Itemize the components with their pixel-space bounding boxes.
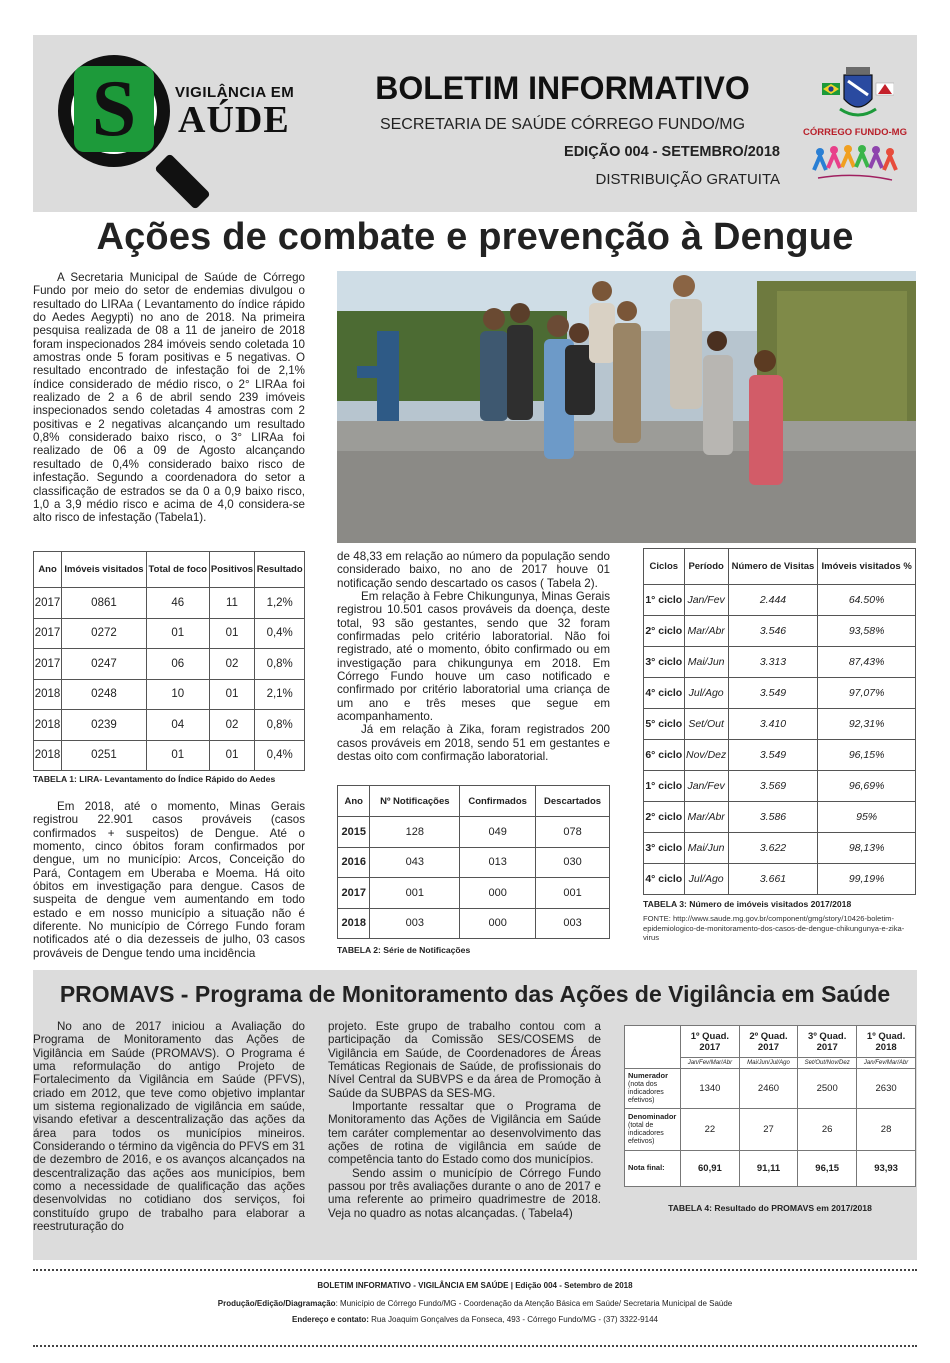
article-paragraph: No ano de 2017 iniciou a Avaliação do Programa de Monitoramento das Ações de Vigilância em Saúde (PROMAVS). O Programa é uma reformulação do antigo Projeto de Fortalecimento da Vigilância em Saúde (PFVS), criado em 2012, que teve como objetivo implantar um sistema regionalizado de vigilância em saúde, visando efetivar a descentralização das ações da área para todos os municípios mineiros. Considerando o término da vigência do PFVS em 31 de dezembro de 2016, e os avanços alcançados na descentralização das ações aos municípios, bem como a necessidade de qualificação das ações desenvolvidas no cotidiano dos serviços, foi constituído grupo de trabalho para elaborar a reestruturação do	[33, 1020, 305, 1234]
article-paragraph: Já em relação à Zika, foram registrados 200 casos prováveis em 2018, sendo 51 em gestantes e destas oito com confirmação laboratorial.	[337, 723, 610, 764]
table-cell: 2017	[34, 588, 62, 619]
table-promavs	[624, 1025, 916, 1187]
table-cell: 01	[209, 679, 255, 710]
table-cell: 87,43%	[818, 647, 916, 678]
table-cell: 3.622	[728, 833, 818, 864]
table-caption: TABELA 3: Número de imóveis visitados 2017/2018	[643, 899, 852, 909]
table-cell: 95%	[818, 802, 916, 833]
table-cell: 93,93	[857, 1151, 916, 1187]
table-cell: 1° ciclo	[644, 585, 685, 616]
row-label	[625, 1151, 681, 1187]
table-cell: 2° ciclo	[644, 802, 685, 833]
table-caption: TABELA 2: Série de Notificações	[337, 945, 471, 955]
table-cell: 99,19%	[818, 864, 916, 895]
table-cell: 3.313	[728, 647, 818, 678]
table-row	[34, 588, 305, 619]
table-cell: 049	[460, 817, 536, 848]
table-header-cell: 3º Quad. 2017	[798, 1026, 857, 1058]
table-cell: 0272	[62, 618, 147, 649]
table-cell: 2500	[798, 1069, 857, 1109]
table-cell: 60,91	[681, 1151, 740, 1187]
table-cell: 2016	[338, 847, 370, 878]
table-cell: 078	[536, 817, 610, 848]
logo-bottom-text: AÚDE	[178, 99, 290, 141]
table-cell: 0861	[62, 588, 147, 619]
table-header-cell: Confirmados	[460, 786, 536, 817]
table-cell: 2017	[34, 618, 62, 649]
table-visits	[643, 548, 916, 895]
logo-top-text: VIGILÂNCIA EM	[175, 84, 295, 101]
table-header-row	[625, 1026, 916, 1058]
table-cell: 2018	[34, 740, 62, 771]
table-row	[34, 740, 305, 771]
table-row	[34, 649, 305, 680]
table-cell: 27	[739, 1109, 797, 1151]
table-cell: 3.546	[728, 616, 818, 647]
table-cell: Jul/Ago	[684, 864, 728, 895]
table-cell: 28	[857, 1109, 916, 1151]
table-row	[644, 771, 916, 802]
table-cell: 0239	[62, 710, 147, 741]
footer-line	[33, 1299, 917, 1308]
table-row	[34, 618, 305, 649]
table-cell: 2017	[34, 649, 62, 680]
table-cell: 01	[146, 618, 209, 649]
table-cell: 96,69%	[818, 771, 916, 802]
table-cell: 0,8%	[255, 649, 305, 680]
table-cell: 001	[370, 878, 460, 909]
table-cell: Mai/Jun	[684, 833, 728, 864]
table-cell: 043	[370, 847, 460, 878]
table-cell: 0251	[62, 740, 147, 771]
article-paragraph: A Secretaria Municipal de Saúde de Córrego Fundo por meio do setor de endemias divulgou o resultado do LIRAa ( Levantamento do índice rápido do Aedes Aegypti) no ano de 2018. Na primeira pesquisa realizada de 08 a 11 de janeiro de 2018 foram inspecionados 284 imóveis sendo coletada 10 amostras onde 5 foram positivas e 5 negativas. O resultado encontrado de infestação foi de 2,1% índice considerado de médio risco, o 2° LIRAa foi realizado de 2 a 6 de abril sendo 239 imóveis inspecionados sendo coletadas 4 amostras com 2 positivas e 2 negativas alcançando um resultado 0,8% considerado baixo risco, o 3° LIRAa foi realizado de 06 a 09 de Agosto alcançando resultado de 0,4% considerado baixo risco de infestação. Segundo a coordenadora do setor a classificação de estrados se da 0 a 0,9 baixo risco, 1,0 a 3,9 médio risco e acima de 4,0 considera-se alto risco de infestação (Tabela1).	[33, 271, 305, 525]
table-cell: 2017	[338, 878, 370, 909]
bulletin-title: BOLETIM INFORMATIVO	[375, 70, 750, 106]
table-cell: 2460	[739, 1069, 797, 1109]
table-header-cell: Número de Visitas	[728, 549, 818, 585]
table-row	[644, 740, 916, 771]
table-cell: 3.410	[728, 709, 818, 740]
article-column-2	[337, 550, 610, 764]
table-header-row	[34, 552, 305, 588]
table-header-row	[644, 549, 916, 585]
logo-letter: S	[74, 66, 154, 152]
table-header-cell: Resultado	[255, 552, 305, 588]
table-header-cell: Imóveis visitados	[62, 552, 147, 588]
table-cell: Jan/Fev	[684, 585, 728, 616]
table-row	[644, 678, 916, 709]
table-header-cell: 1º Quad. 2018	[857, 1026, 916, 1058]
table-cell: 0247	[62, 649, 147, 680]
promavs-column-2	[328, 1020, 601, 1220]
table-cell: 0,8%	[255, 710, 305, 741]
table-cell: Jan/Fev/Mar/Abr	[857, 1058, 916, 1069]
table-cell: Jan/Fev	[684, 771, 728, 802]
table-cell: 2.444	[728, 585, 818, 616]
table-row	[644, 647, 916, 678]
row-label-note: (total de indicadores efetivos)	[628, 1122, 664, 1145]
table-cell: 96,15	[798, 1151, 857, 1187]
table-cell: 64.50%	[818, 585, 916, 616]
row-label	[625, 1109, 681, 1151]
table-header-cell: Nº Notificações	[370, 786, 460, 817]
table-cell: 93,58%	[818, 616, 916, 647]
table-row	[644, 833, 916, 864]
table-cell: 0,4%	[255, 618, 305, 649]
table-cell: Jul/Ago	[684, 678, 728, 709]
bulletin-distribution: DISTRIBUIÇÃO GRATUITA	[595, 171, 780, 188]
table-row	[644, 709, 916, 740]
table-cell: 2018	[34, 679, 62, 710]
table-row	[625, 1069, 916, 1109]
table-cell: 98,13%	[818, 833, 916, 864]
table-row	[644, 864, 916, 895]
article-paragraph: de 48,33 em relação ao número da população sendo considerado baixo, no ano de 2017 houve 01 notificação sendo descartado os casos ( Tabela 2).	[337, 550, 610, 590]
table-cell: 02	[209, 710, 255, 741]
table-row	[625, 1109, 916, 1151]
table-cell: 4° ciclo	[644, 864, 685, 895]
table-cell: 000	[460, 908, 536, 939]
table-row	[34, 710, 305, 741]
table-header-cell: Período	[684, 549, 728, 585]
table-liraa	[33, 551, 305, 771]
table-header-cell: Ano	[34, 552, 62, 588]
table-row	[644, 802, 916, 833]
table-cell: 013	[460, 847, 536, 878]
table-row	[644, 616, 916, 647]
table-header-cell: Ciclos	[644, 549, 685, 585]
article-paragraph: Importante ressaltar que o Programa de Monitoramento das Ações de Vigilância em Saúde tem caráter complementar ao desenvolvimento das ações de rotina de vigilância em saúde de competência tanto do Estado como dos municípios.	[328, 1100, 601, 1167]
row-label-title: Denominador	[628, 1112, 677, 1121]
table-cell: 3.586	[728, 802, 818, 833]
table-caption: TABELA 4: Resultado do PROMAVS em 2017/2018	[668, 1203, 872, 1213]
table-cell: 2018	[338, 908, 370, 939]
footer-text: Rua Joaquim Gonçalves da Fonseca, 493 - Córrego Fundo/MG - (37) 3322-9144	[368, 1315, 658, 1324]
table-notifications	[337, 785, 610, 939]
main-title: Ações de combate e prevenção à Dengue	[96, 216, 854, 258]
table-cell: Nov/Dez	[684, 740, 728, 771]
table-cell: Set/Out/Nov/Dez	[798, 1058, 857, 1069]
table-cell: 3.661	[728, 864, 818, 895]
footer-label: Produção/Edição/Diagramação	[217, 1299, 336, 1308]
table-cell: 1340	[681, 1069, 740, 1109]
table-cell: 2018	[34, 710, 62, 741]
table-cell: 128	[370, 817, 460, 848]
footer-line	[33, 1315, 917, 1324]
table-header-cell: Total de foco	[146, 552, 209, 588]
table-cell: 92,31%	[818, 709, 916, 740]
table-cell: 4° ciclo	[644, 678, 685, 709]
table-row	[644, 585, 916, 616]
table-cell: 11	[209, 588, 255, 619]
article-paragraph: projeto. Este grupo de trabalho contou com a participação da Comissão SES/COSEMS de Vigilância em Saúde, de Coordenadores de Áreas Temáticas Regionais de Saúde, de profissionais do Nível Central da SUBVPS e da área de Promoção à Saúde da SUBPAS da SES-MG.	[328, 1020, 601, 1100]
table-cell: 3° ciclo	[644, 647, 685, 678]
table-cell: 000	[460, 878, 536, 909]
table-row	[338, 817, 610, 848]
row-label-title: Nota final:	[628, 1163, 665, 1172]
article-paragraph: Sendo assim o município de Córrego Fundo passou por três avaliações durante o ano de 2017 e uma referente ao primeiro quadrimestre de 2018. Veja no quadro as notas alcançadas. ( Tabela4)	[328, 1166, 601, 1220]
footer-line: BOLETIM INFORMATIVO - VIGILÂNCIA EM SAÚDE | Edição 004 - Setembro de 2018	[317, 1281, 633, 1290]
article-paragraph: Em relação à Febre Chikungunya, Minas Gerais registrou 10.501 casos prováveis da doença, deste total, 93 são gestantes, sendo que 32 foram confirmadas pelo critério laboratorial. Não foi registrado, até o momento, óbito confirmado ou em investigação para chikungunya em 2018. Em Córrego Fundo houve um caso notificado e confirmado por critério laboratorial uma criança de um ano e três meses que segue em acompanhamento.	[337, 590, 610, 724]
table-cell: 96,15%	[818, 740, 916, 771]
table-cell: 26	[798, 1109, 857, 1151]
city-label: CÓRREGO FUNDO-MG	[803, 127, 907, 138]
row-label-title: Numerador	[628, 1071, 669, 1080]
table-cell: 91,11	[739, 1151, 797, 1187]
table-cell: 46	[146, 588, 209, 619]
row-label	[625, 1069, 681, 1109]
table-cell: 01	[209, 618, 255, 649]
table-cell: 02	[209, 649, 255, 680]
table-caption: TABELA 1: LIRA- Levantamento do Índice Rápido do Aedes	[33, 774, 276, 784]
table-cell: 3.549	[728, 678, 818, 709]
table-cell: 0248	[62, 679, 147, 710]
table-cell: 97,07%	[818, 678, 916, 709]
table-cell: 10	[146, 679, 209, 710]
promavs-title: PROMAVS - Programa de Monitoramento das Ações de Vigilância em Saúde	[59, 981, 891, 1007]
table-cell: 06	[146, 649, 209, 680]
table-cell: 0,4%	[255, 740, 305, 771]
table-header-cell: 1º Quad. 2017	[681, 1026, 740, 1058]
people-figures-logo-icon	[810, 142, 900, 188]
table-cell: 2,1%	[255, 679, 305, 710]
table-cell: 5° ciclo	[644, 709, 685, 740]
table-cell: 001	[536, 878, 610, 909]
table-cell: 1,2%	[255, 588, 305, 619]
table-row	[338, 847, 610, 878]
table-header-cell: Imóveis visitados %	[818, 549, 916, 585]
table-cell: 01	[146, 740, 209, 771]
source-note: FONTE: http://www.saude.mg.gov.br/component/gmg/story/10426-boletim-epidemiologico-de-monitoramento-dos-casos-de-dengue-chikungunya-e-zika-virus	[643, 914, 905, 943]
row-label-note: (nota dos indicadores efetivos)	[628, 1081, 664, 1104]
table-cell: 01	[209, 740, 255, 771]
bulletin-edition: EDIÇÃO 004 - SETEMBRO/2018	[564, 144, 780, 160]
table-row	[625, 1151, 916, 1187]
table-cell: 030	[536, 847, 610, 878]
table-cell: 2015	[338, 817, 370, 848]
table-cell: Mai/Jun/Jul/Ago	[739, 1058, 797, 1069]
table-cell: 003	[370, 908, 460, 939]
table-cell: 04	[146, 710, 209, 741]
article-paragraph: Em 2018, até o momento, Minas Gerais registrou 22.901 casos prováveis (casos confirmados + suspeitos) de Dengue. Até o momento, cinco óbitos foram confirmados por dengue, um no município: Arcos, Conceição do Pará, Contagem em Uberaba e Moema. Há oito óbitos em investigação para dengue. Casos de suspeita de dengue vem aumentando em todo estado e em nosso município a situação não é diferente. No município de Córrego Fundo foram notificados até o dia dezesseis de julho, 03 casos prováveis de Dengue tendo uma incidência	[33, 800, 305, 960]
table-cell: 2630	[857, 1069, 916, 1109]
table-row	[338, 878, 610, 909]
table-header-cell: 2º Quad. 2017	[739, 1026, 797, 1058]
table-cell: 1° ciclo	[644, 771, 685, 802]
table-cell: 3.549	[728, 740, 818, 771]
table-cell: 2° ciclo	[644, 616, 685, 647]
municipal-crest-icon	[822, 65, 894, 121]
team-photo	[337, 271, 916, 543]
table-cell: Mai/Jun	[684, 647, 728, 678]
table-row	[338, 908, 610, 939]
table-cell: 22	[681, 1109, 740, 1151]
table-cell: 6° ciclo	[644, 740, 685, 771]
table-cell: Mar/Abr	[684, 616, 728, 647]
table-cell: 3.569	[728, 771, 818, 802]
table-cell: Set/Out	[684, 709, 728, 740]
table-cell: 003	[536, 908, 610, 939]
table-cell: Jan/Fev/Mar/Abr	[681, 1058, 740, 1069]
footer-text: : Município de Córrego Fundo/MG - Coordenação da Atenção Básica em Saúde/ Secretaria Municipal de Saúde	[335, 1299, 733, 1308]
table-header-cell: Descartados	[536, 786, 610, 817]
table-cell: 3° ciclo	[644, 833, 685, 864]
table-row	[34, 679, 305, 710]
table-header-cell: Positivos	[209, 552, 255, 588]
table-header-row	[338, 786, 610, 817]
table-corner-cell	[625, 1026, 681, 1069]
bulletin-subtitle: SECRETARIA DE SAÚDE CÓRREGO FUNDO/MG	[379, 116, 746, 133]
footer-label: Endereço e contato:	[292, 1315, 369, 1324]
table-cell: Mar/Abr	[684, 802, 728, 833]
table-header-cell: Ano	[338, 786, 370, 817]
